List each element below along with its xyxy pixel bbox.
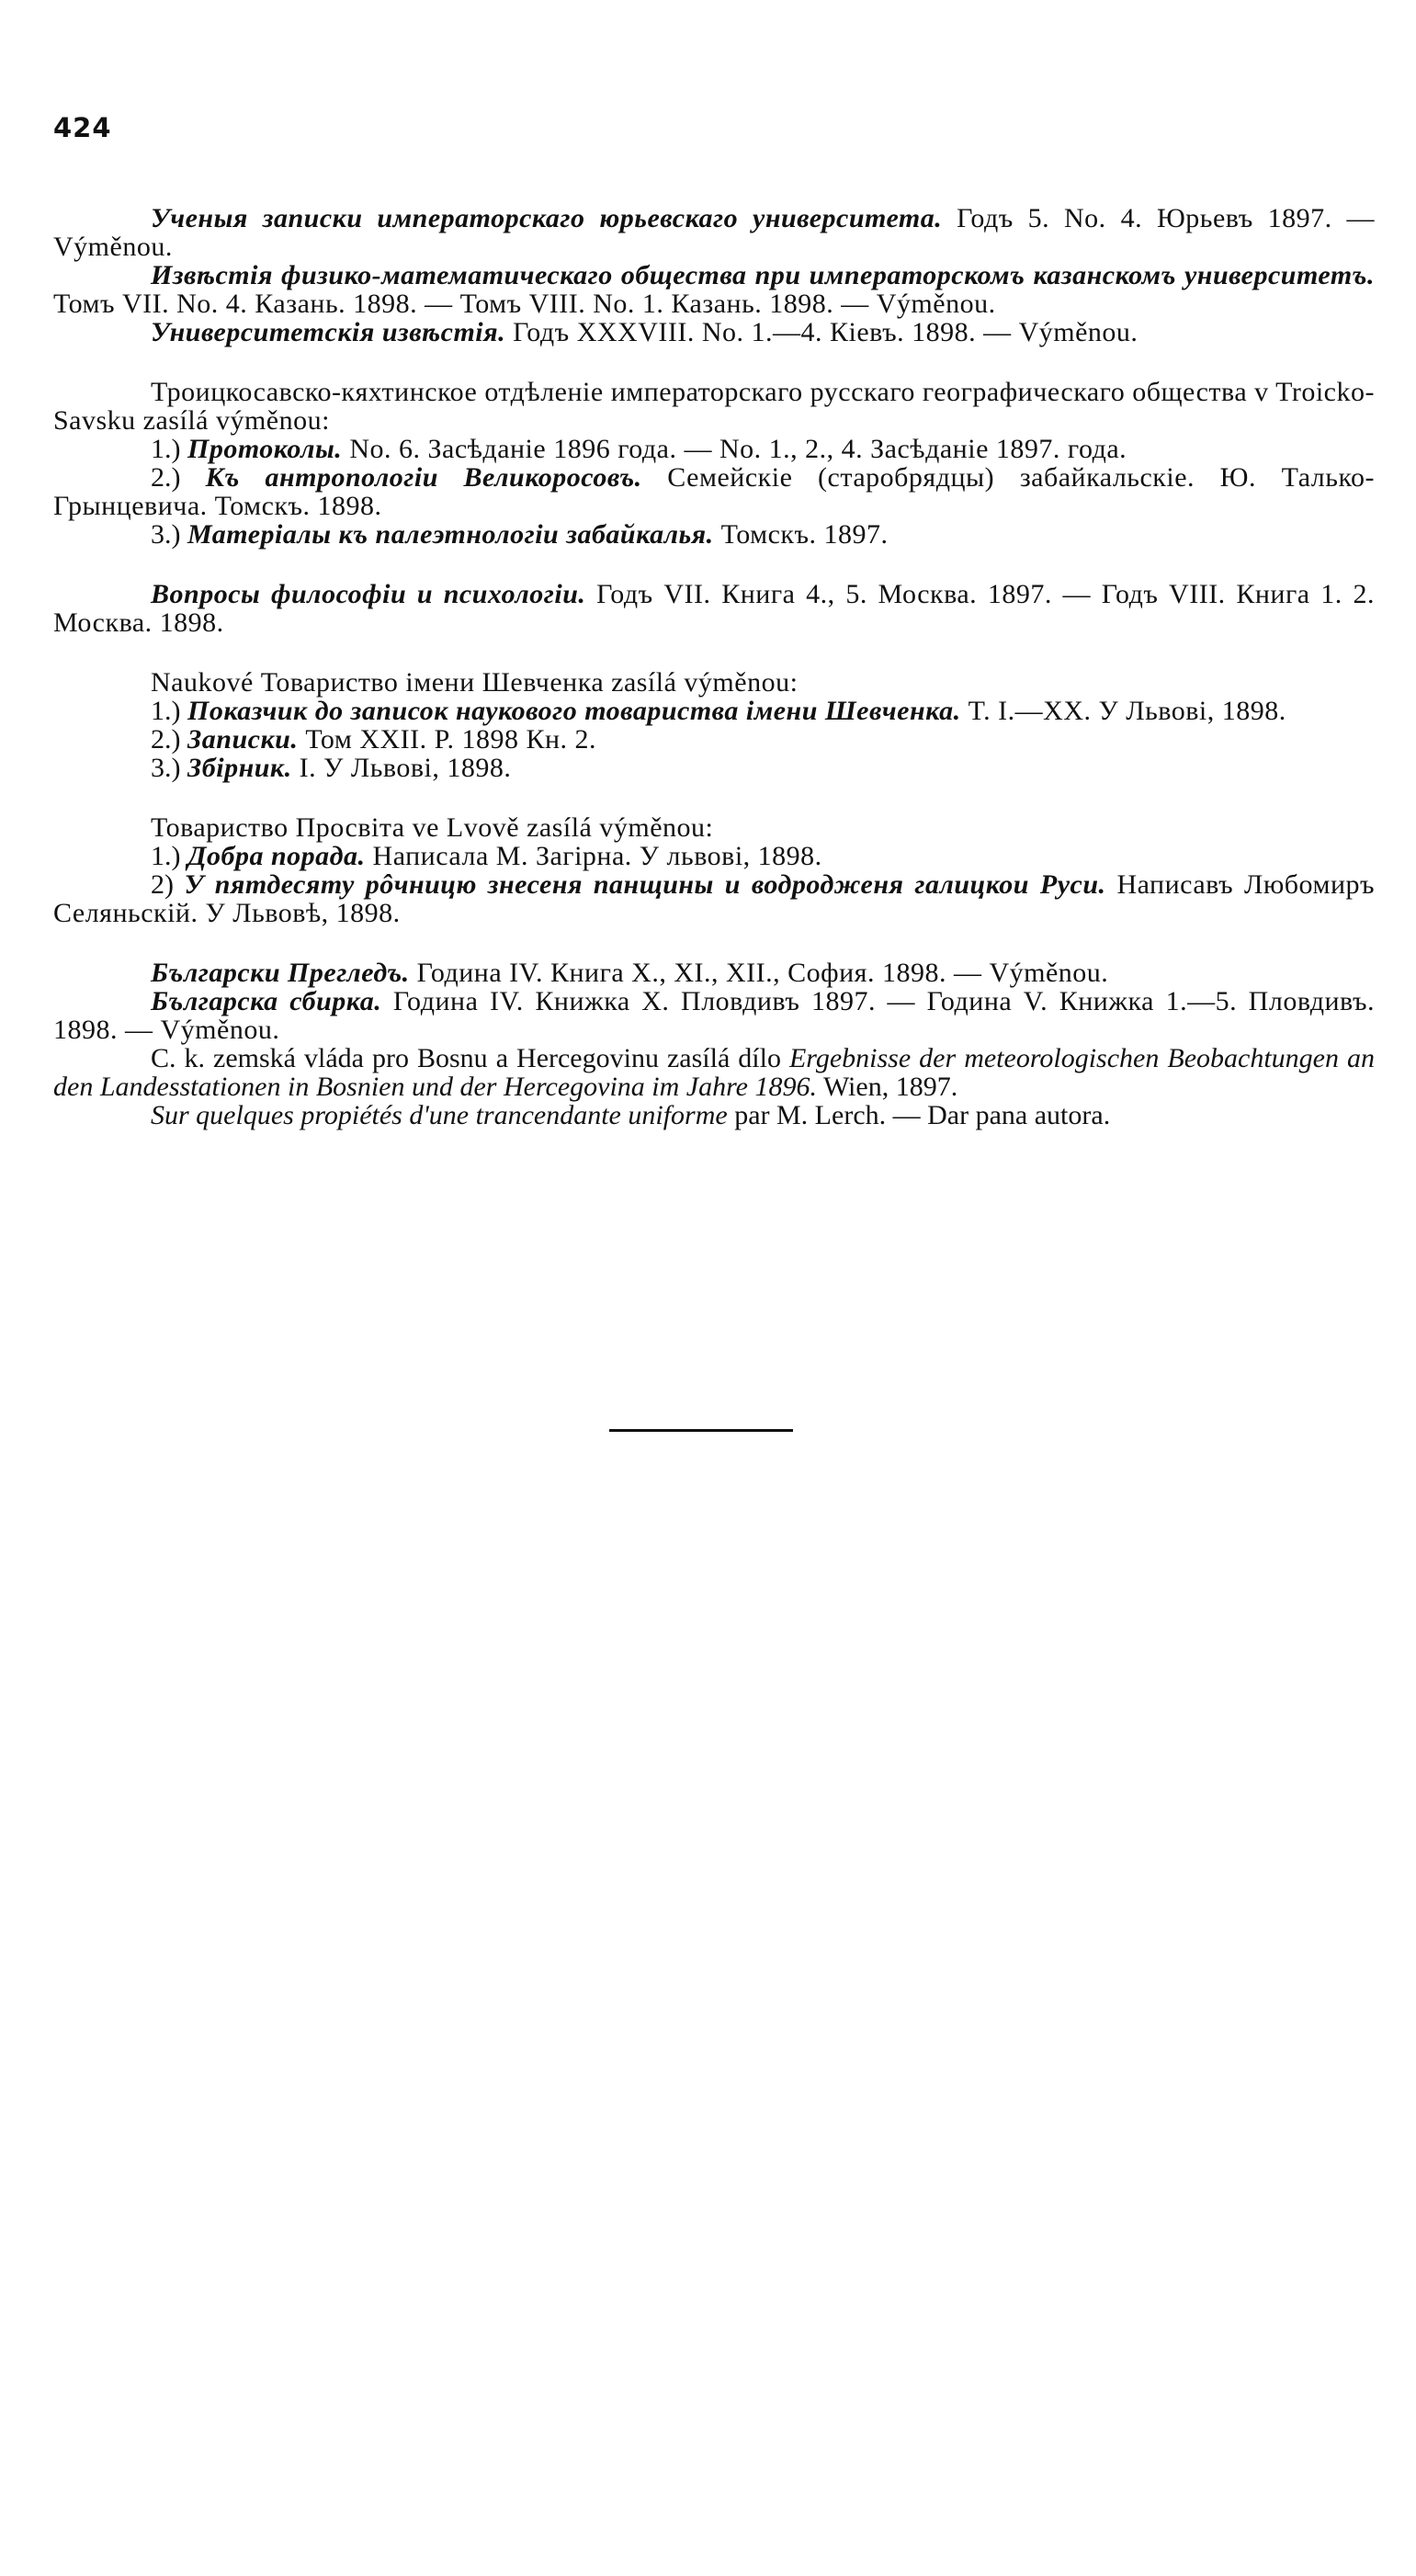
- page-number: 424: [53, 112, 112, 143]
- entry-title: Записки.: [187, 724, 299, 755]
- sub-entry-2: [53, 725, 1375, 754]
- spacer: [53, 346, 1375, 378]
- entry-title: Sur quelques propiétés d'une trancendante uniforme: [151, 1100, 728, 1130]
- entry-philosophy-questions: [53, 580, 1375, 637]
- entry-title: Збірник.: [187, 753, 292, 783]
- section-divider: [609, 1429, 793, 1432]
- spacer: [53, 927, 1375, 959]
- entry-bulgarian-collection: [53, 987, 1375, 1044]
- sub-entry-2: [53, 870, 1375, 927]
- entry-title: Ученыя записки императорскаго юрьевскаго университета.: [151, 203, 943, 233]
- entry-details: Година IV. Книга X., XI., XII., София. 1898. — Výměnou.: [409, 958, 1109, 988]
- entry-title: Матеріалы къ палеэтнологіи забайкалья.: [187, 519, 714, 550]
- sub-entry-number: 2): [151, 869, 174, 900]
- entry-details: Написавъ Любомиръ Селяньскій. У Львовѣ, 1898.: [53, 869, 1376, 928]
- entry-title: Българска сбирка.: [151, 986, 382, 1016]
- entry-title: Вопросы философіи и психологіи.: [151, 579, 586, 609]
- entry-details: Томскъ. 1897.: [713, 519, 889, 550]
- entry-shevchenko-society: [53, 668, 1375, 697]
- entry-details: I. У Львові, 1898.: [291, 753, 512, 783]
- entry-kiev-university: [53, 318, 1375, 346]
- entry-title: Извѣстія физико-математическаго общества при императорскомъ казанскомъ университетъ.: [151, 260, 1375, 290]
- entry-text: Naukové Товариство імени Шевченка zasílá výměnou:: [151, 667, 799, 698]
- entry-details: par M. Lerch. — Dar pana autora.: [727, 1100, 1111, 1130]
- entry-details: Томъ VII. No. 4. Казань. 1898. — Томъ VIII. No. 1. Казань. 1898. — Výměnou.: [53, 289, 996, 319]
- sub-entry-2: [53, 463, 1375, 520]
- entry-details: Семейскіе (старобрядцы) забайкальскіе. Ю. Талько-Грынцевича. Томскъ. 1898.: [53, 462, 1376, 521]
- entry-bulgarian-review: [53, 959, 1375, 987]
- sub-entry-1: [53, 435, 1375, 463]
- entry-kazan-society: [53, 261, 1375, 318]
- entry-details: Том XXII. P. 1898 Кн. 2.: [298, 724, 597, 755]
- entry-university-notes-yuriev: [53, 204, 1375, 261]
- page-body: [53, 204, 1375, 1129]
- entry-details: T. I.—XX. У Львові, 1898.: [960, 696, 1286, 726]
- sub-entry-number: 2.): [151, 462, 181, 493]
- entry-details: Wien, 1897.: [816, 1072, 958, 1102]
- entry-title: Протоколы.: [187, 434, 343, 464]
- spacer: [53, 637, 1375, 668]
- entry-details: Годъ XXXVIII. No. 1.—4. Кіевъ. 1898. — Výměnou.: [505, 317, 1138, 347]
- sub-entry-number: 3.): [151, 753, 181, 783]
- entry-title: Къ антропологіи Великоросовъ.: [205, 462, 642, 493]
- sub-entry-number: 1.): [151, 434, 181, 464]
- entry-details: Година IV. Книжка X. Пловдивъ 1897. — Година V. Книжка 1.—5. Пловдивъ. 1898. — Výměnou.: [53, 986, 1375, 1045]
- entry-bosnia-government: [53, 1044, 1375, 1101]
- entry-details: Годъ VII. Книга 4., 5. Москва. 1897. — Годъ VIII. Книга 1. 2. Москва. 1898.: [53, 579, 1375, 638]
- spacer: [53, 782, 1375, 813]
- entry-title: Университетскія извѣстія.: [151, 317, 506, 347]
- entry-title: Добра порада.: [187, 841, 366, 871]
- entry-title: Ergebnisse der meteorologischen Beobachtungen an den Landesstationen in Bosnien und der Hercegovina im Jahre 1896.: [53, 1043, 1375, 1102]
- entry-title: У пятдесяту рôчницю знесеня панщины и водродженя галицкои Руси.: [184, 869, 1106, 900]
- sub-entry-3: [53, 754, 1375, 782]
- sub-entry-1: [53, 842, 1375, 870]
- entry-lead: C. k. zemská vláda pro Bosnu a Hercegovinu zasílá dílo: [151, 1043, 789, 1073]
- sub-entry-number: 3.): [151, 519, 181, 550]
- entry-lerch-paper: [53, 1101, 1375, 1129]
- spacer: [53, 549, 1375, 580]
- entry-prosvita-society: [53, 813, 1375, 842]
- entry-details: No. 6. Засѣданіе 1896 года. — No. 1., 2., 4. Засѣданіе 1897. года.: [342, 434, 1127, 464]
- entry-details: Написала М. Загірна. У львові, 1898.: [365, 841, 822, 871]
- sub-entry-number: 1.): [151, 696, 181, 726]
- entry-text: Товариство Просвіта ve Lvově zasílá výměnou:: [151, 812, 714, 843]
- entry-text: Троицкосавско-кяхтинское отдѣленіе императорскаго русскаго географическаго общества v Troicko-Savsku zasílá výměnou:: [53, 377, 1375, 436]
- sub-entry-number: 1.): [151, 841, 181, 871]
- entry-details: Годъ 5. No. 4. Юрьевъ 1897. — Výměnou.: [53, 203, 1375, 262]
- sub-entry-number: 2.): [151, 724, 181, 755]
- entry-title: Показчик до записок наукового товариства імени Шевченка.: [187, 696, 961, 726]
- sub-entry-1: [53, 697, 1375, 725]
- entry-title: Български Прегледъ.: [151, 958, 410, 988]
- sub-entry-3: [53, 520, 1375, 549]
- entry-troitskosavsk-section: [53, 378, 1375, 435]
